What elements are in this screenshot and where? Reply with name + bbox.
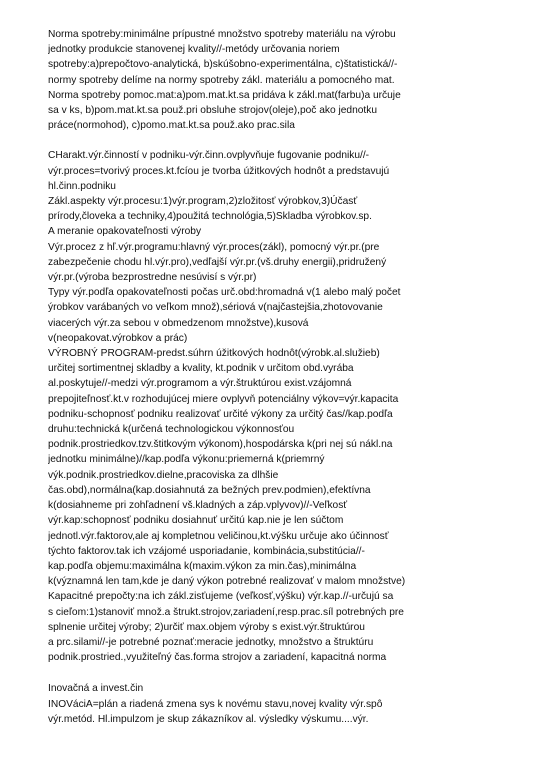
text-line: Výr.procez z hľ.výr.programu:hlavný výr.proces(zákl), pomocný výr.pr.(pre <box>48 241 380 253</box>
text-line: výk.podnik.prostriedkov.dielne,pracoviska za dlhšie <box>48 469 279 481</box>
text-line: Inovačná a invest.čin <box>48 683 144 695</box>
text-line: podniku-schopnosť podniku realizovať určité výkony za určitý čas//kap.podľa <box>48 408 393 420</box>
text-line: viacerých výr.za sebou v obmedzenom množstve),kusová <box>48 317 309 329</box>
text-line: určitej sortimentnej skladby a kvality, kt.podnik v určitom obd.vyrába <box>48 363 354 375</box>
section-norma-spotreby <box>48 27 466 133</box>
text-line: kap.podľa objemu:maximálna k(maxim.výkon za min.čas),minimálna <box>48 560 357 572</box>
text-line: Typy výr.podľa opakovateľnosti počas urč.obd:hromadná v(1 alebo malý počet <box>48 287 401 299</box>
text-line: spotreby:a)prepočtovo-analytická, b)skúšobno-experimentálna, c)štatistická//- <box>48 59 398 71</box>
text-line: čas.obd),normálna(kap.dosiahnutá za bežných prev.podmien),efektívna <box>48 484 371 496</box>
text-line: hl.činn.podniku <box>48 180 116 192</box>
text-line: Kapacitné prepočty:na ich zákl.zisťujeme (veľkosť,výšku) výr.kap.//-určujú sa <box>48 591 394 603</box>
text-line: Norma spotreby:minimálne prípustné množstvo spotreby materiálu na výrobu <box>48 29 396 40</box>
text-line: práce(normohod), c)pomo.mat.kt.sa použ.ako prac.sila <box>48 120 295 132</box>
text-line: INOVáciA=plán a riadená zmena sys k novému stavu,novej kvality výr.spô <box>48 698 383 710</box>
text-line: týchto faktorov.tak ich vzájomé usporiadanie, kombinácia,substitúcia//- <box>48 545 365 557</box>
text-line: výr.proces=tvorivý proces.kt.fcíou je tvorba úžitkových hodnôt a predstavujú <box>48 165 390 177</box>
text-line: normy spotreby delíme na normy spotreby zákl. materiálu a pomocného mat. <box>48 74 395 86</box>
text-line: podnik.prostried.,využiteľný čas.forma strojov a zariadení, kapacitná norma <box>48 652 387 664</box>
text-line: A meranie opakovateľnosti výroby <box>48 226 202 238</box>
text-line: jednotl.výr.faktorov,ale aj kompletnou veličinou,kt.výšku určuje ako účinnosť <box>48 530 389 542</box>
section-vyrobne-cinnosti <box>48 148 466 665</box>
text-line: jednotku minimálne)//kap.podľa výkonu:priemerná k(priemrný <box>48 454 325 466</box>
text-line: prírody,človeka a techniky,4)použitá technológia,5)Skladba výrobkov.sp. <box>48 211 372 223</box>
text-line: výr.pr.(výroba bezprostredne nesúvisí s výr.pr) <box>48 272 257 284</box>
text-line: k(významná len tam,kde je daný výkon potrebné realizovať v malom množstve) <box>48 576 406 588</box>
text-line: výr.metód. Hl.impulzom je skup zákazníkov al. výsledky výskumu....výr. <box>48 713 369 725</box>
text-line: Zákl.aspekty výr.procesu:1)výr.program,2)zložitosť výrobkov,3)Účasť <box>48 196 358 208</box>
text-line: zabezpečenie chodu hl.výr.pro),vedľajší výr.pr.(vš.druhy energii),pridružený <box>48 256 387 268</box>
section-inovacna-cinnost <box>48 681 466 727</box>
text-line: splnenie určitej výroby; 2)určiť max.objem výroby s exist.výr.štruktúrou <box>48 621 365 633</box>
text-line: výr.kap:schopnosť podniku dosiahnuť určitú kap.nie je len súčtom <box>48 515 344 527</box>
text-line: VÝROBNÝ PROGRAM-predst.súhrn úžitkových hodnôt(výrobk.al.služieb) <box>48 348 380 360</box>
text-line: CHarakt.výr.činností v podniku-výr.činn.ovplyvňuje fugovanie podniku//- <box>48 150 370 162</box>
text-line: Norma spotreby pomoc.mat:a)pom.mat.kt.sa pridáva k zákl.mat(farbu)a určuje <box>48 89 401 101</box>
text-line: s cieľom:1)stanoviť množ.a štrukt.strojov,zariadení,resp.prac.síl potrebných pre <box>48 606 404 618</box>
text-line: jednotky produkcie stanovenej kvality//-metódy určovania noriem <box>48 44 340 56</box>
text-line: a prc.silami//-je potrebné poznať:meracie jednotky, množstvo a štruktúru <box>48 636 374 648</box>
text-line: al.poskytuje//-medzi výr.programom a výr.štruktúrou exist.vzájomná <box>48 378 352 390</box>
text-line: podnik.prostriedkov.tzv.štitkovým výkonom),hospodárska k(pri nej sú nákl.na <box>48 439 393 451</box>
text-line: ýrobkov varábaných vo veľkom množ),sériová v(najčastejšia,zhotovovanie <box>48 302 383 314</box>
document-body <box>48 27 466 727</box>
text-line: druhu:technická k(určená technologickou výkonnosťou <box>48 424 295 436</box>
text-line: sa v ks, b)pom.mat.kt.sa použ.pri obsluhe strojov(oleje),poč ako jednotku <box>48 105 377 117</box>
text-line: prepojiteľnosť.kt.v rozhodujúcej miere ovplyvň potenciálny výkov=výr.kapacita <box>48 393 399 405</box>
text-line: k(dosiahneme pri zohľadnení vš.kladných a záp.vplyvov)//-Veľkosť <box>48 500 348 512</box>
text-line: v(neopakovat.výrobkov a prác) <box>48 332 188 344</box>
